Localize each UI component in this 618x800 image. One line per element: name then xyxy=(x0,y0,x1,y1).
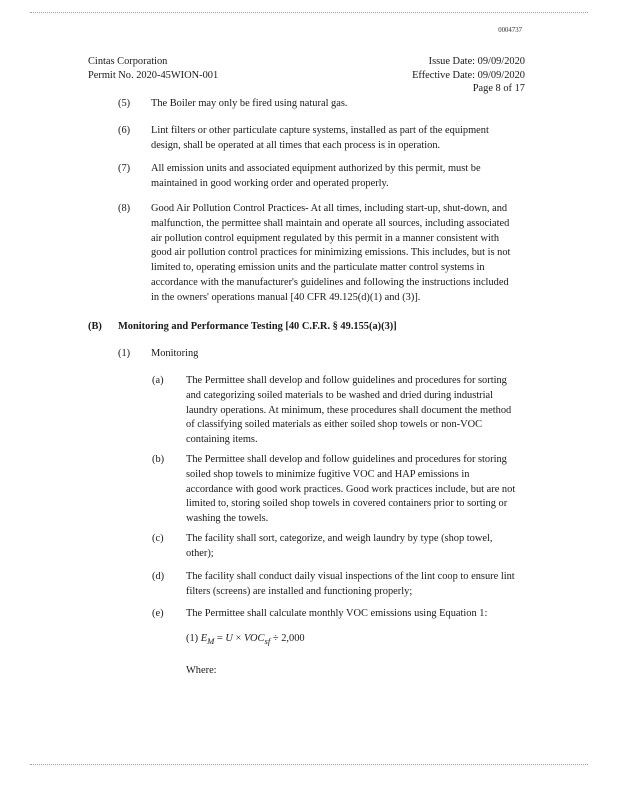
item-letter: (d) xyxy=(152,571,165,582)
equation-voc: VOC xyxy=(244,633,265,644)
equation-1 xyxy=(186,632,305,647)
effective-date: Effective Date: 09/09/2020 xyxy=(412,69,525,81)
section-title: Monitoring and Performance Testing [40 C.F.R. § 49.155(a)(3)] xyxy=(118,321,397,332)
divide-sign: ÷ xyxy=(272,633,279,644)
item-letter: (c) xyxy=(152,533,164,544)
item-number: (5) xyxy=(118,98,131,109)
item-text: The Permittee shall calculate monthly VOC emissions using Equation 1: xyxy=(186,608,488,619)
top-dotted-border xyxy=(30,12,588,13)
bottom-dotted-border xyxy=(30,764,588,765)
equation-label: (1) xyxy=(186,633,199,644)
header-left xyxy=(88,55,218,82)
item-letter: (a) xyxy=(152,375,164,386)
equation-divisor: 2,000 xyxy=(281,633,305,644)
where-label: Where: xyxy=(186,665,217,676)
equation-lhs-subscript: M xyxy=(207,636,215,647)
equation-u: U xyxy=(225,633,233,644)
section-number: (B) xyxy=(88,321,102,332)
item-text: The facility shall sort, categorize, and weigh laundry by type (shop towel, other); xyxy=(186,533,493,559)
item-text: The Boiler may only be fired using natural gas. xyxy=(151,98,348,109)
item-number: (6) xyxy=(118,125,131,136)
bates-number: 0004737 xyxy=(498,27,522,34)
equation-voc-subscript: sf xyxy=(264,636,271,647)
item-letter: (b) xyxy=(152,454,165,465)
times-sign: × xyxy=(235,633,242,644)
item-text: Lint filters or other particulate capture systems, installed as part of the equipment design, shall be operated at all times that each process is in operation. xyxy=(151,125,489,151)
subsection-number: (1) xyxy=(118,348,131,359)
item-number: (7) xyxy=(118,163,131,174)
item-text: The Permittee shall develop and follow guidelines and procedures for storing soiled shop towels to minimize fugitive VOC and HAP emissions in accordance with good work practices. Good work practices include, but are not limited to, storing soiled shop towels in covered containers prior to sorting or washing the towels. xyxy=(186,454,516,525)
issue-date: Issue Date: 09/09/2020 xyxy=(428,56,525,67)
permit-number: Permit No. 2020-45WION-001 xyxy=(88,69,219,81)
equation-lhs: E xyxy=(200,633,208,644)
item-number: (8) xyxy=(118,203,131,214)
item-text: The facility shall conduct daily visual inspections of the lint coop to ensure lint filters (screens) are installed and functioning properly; xyxy=(186,571,515,597)
equals-sign: = xyxy=(216,633,223,644)
item-text: The Permittee shall develop and follow guidelines and procedures for sorting and categorizing soiled materials to be washed and dried during industrial laundry operations. At minimum, these procedures shall document the method of classifying soiled materials as either soiled shop towels or non-VOC containing items. xyxy=(186,375,512,446)
header-right xyxy=(412,55,525,96)
page-number: Page 8 of 17 xyxy=(472,83,525,94)
item-letter: (e) xyxy=(152,608,164,619)
company-name: Cintas Corporation xyxy=(88,56,168,67)
subsection-title: Monitoring xyxy=(151,348,199,359)
item-text: Good Air Pollution Control Practices- At all times, including start-up, shut-down, and malfunction, the permittee shall maintain and operate all sources, including associated air pollution control equipment regulated by this permit in a manner consistent with good air pollution control practices for minimizing emissions. This includes, but is not limited to, operating emission units and the particulate matter control systems in accordance with the manufacturer's guidelines and following the instructions included in the owners' operations manual [40 CFR 49.125(d)(1) and (3)]. xyxy=(151,203,511,303)
item-text: All emission units and associated equipment authorized by this permit, must be maintained in good working order and operated properly. xyxy=(151,163,481,189)
